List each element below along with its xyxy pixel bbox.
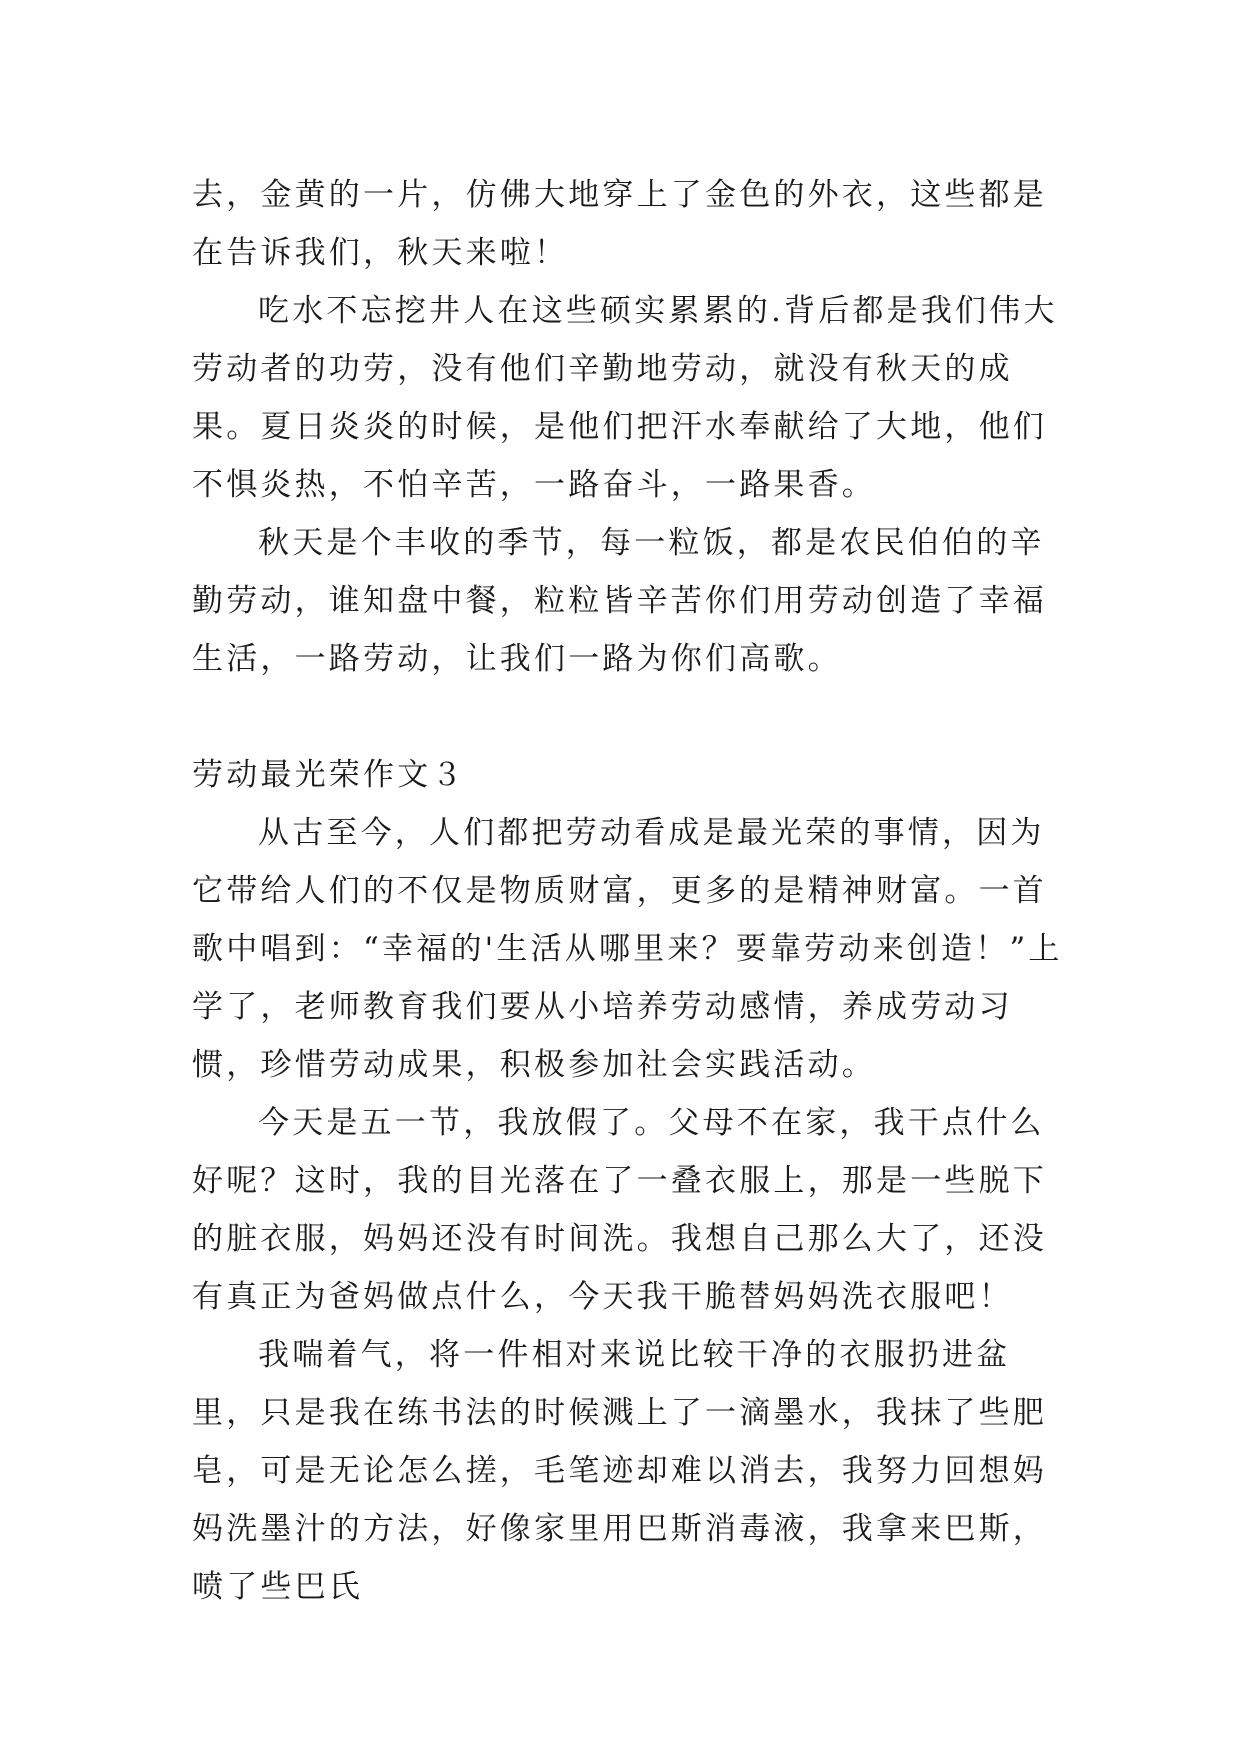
paragraph-washing: 我喘着气，将一件相对来说比较干净的衣服扔进盆里，只是我在练书法的时候溅上了一滴墨水，我抹了些肥皂，可是无论怎么搓，毛笔迹却难以消去，我努力回想妈妈洗墨汁的方法，好像家里用巴斯消毒液，我拿来巴斯，喷了些巴氏 bbox=[192, 1337, 1047, 1605]
paragraph-laborers: 吃水不忘挖井人在这些硕实累累的.背后都是我们伟大劳动者的功劳，没有他们辛勤地劳动，就没有秋天的成果。夏日炎炎的时候，是他们把汗水奉献给了大地，他们不惧炎热，不怕辛苦，一路奋斗，一路果香。 bbox=[192, 293, 1058, 503]
paragraph-harvest: 秋天是个丰收的季节，每一粒饭，都是农民伯伯的辛勤劳动，谁知盘中餐，粒粒皆辛苦你们用劳动创造了幸福生活，一路劳动，让我们一路为你们高歌。 bbox=[192, 525, 1047, 677]
paragraph-intro: 从古至今，人们都把劳动看成是最光荣的事情，因为它带给人们的不仅是物质财富，更多的是精神财富。一首歌中唱到：“幸福的'生活从哪里来？要靠劳动来创造！”上学了，老师教育我们要从小培养劳动感情，养成劳动习惯，珍惜劳动成果，积极参加社会实践活动。 bbox=[192, 815, 1063, 1083]
paragraph-may-day: 今天是五一节，我放假了。父母不在家，我干点什么好呢？这时，我的目光落在了一叠衣服上，那是一些脱下的脏衣服，妈妈还没有时间洗。我想自己那么大了，还没有真正为爸妈做点什么，今天我干脆替妈妈洗衣服吧！ bbox=[192, 1105, 1047, 1315]
document-body bbox=[192, 166, 1068, 1616]
paragraph-continuation: 去，金黄的一片，仿佛大地穿上了金色的外衣，这些都是在告诉我们，秋天来啦！ bbox=[192, 177, 1047, 271]
essay-heading: 劳动最光荣作文３ bbox=[192, 757, 466, 793]
